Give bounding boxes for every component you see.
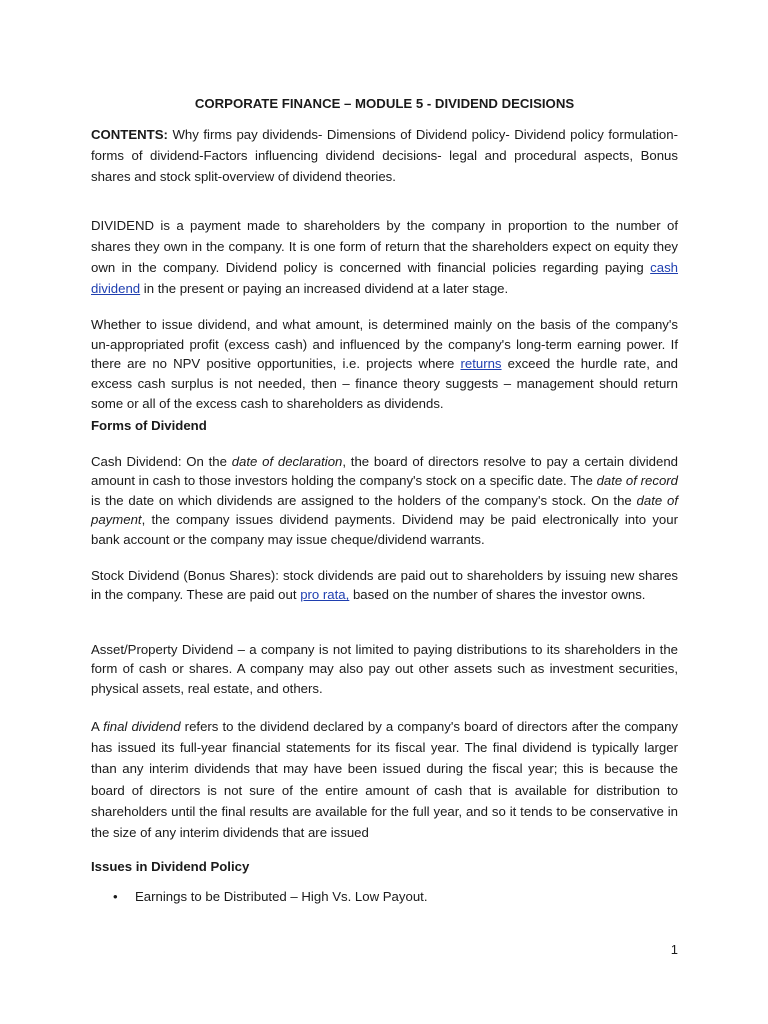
date-of-declaration-term: date of declaration xyxy=(231,454,343,469)
final-dividend-text-1: A xyxy=(91,719,104,734)
bullet-list-item xyxy=(113,887,427,907)
cash-dividend-link[interactable]: cash dividend xyxy=(91,260,678,296)
dividend-issuance-paragraph xyxy=(91,315,678,414)
asset-dividend-paragraph: Asset/Property Dividend – a company is not limited to paying distributions to its shareholders in the form of cash or shares. A company may also pay out other assets such as investment securities, physical assets, real estate, and others. xyxy=(91,642,678,696)
cash-dividend-text-4: , the company issues dividend payments. Dividend may be paid electronically into your bank account or the company may issue cheque/dividend warrants. xyxy=(91,512,678,547)
contents-text: Why firms pay dividends- Dimensions of Dividend policy- Dividend policy formulation-forms of dividend-Factors influencing dividend decisions- legal and procedural aspects, Bonus shares and stock split-overview of dividend theories. xyxy=(91,127,678,184)
bullet-marker: • xyxy=(113,889,118,904)
issuance-text-start: Whether to issue dividend, and what amount, is determined mainly on the basis of the company's un-appropriated profit (excess cash) and influenced by the company's long-term earning power. If there are no NPV positive opportunities, i.e. projects where xyxy=(91,317,678,372)
returns-link[interactable]: returns xyxy=(460,356,502,372)
bullet-item-text: Earnings to be Distributed – High Vs. Low Payout. xyxy=(135,889,428,904)
date-of-payment-term: date of payment xyxy=(91,492,678,528)
dividend-definition-paragraph xyxy=(91,215,678,299)
page-number: 1 xyxy=(670,942,678,957)
page-title: CORPORATE FINANCE – MODULE 5 - DIVIDEND DECISIONS xyxy=(194,96,575,111)
dividend-definition-text-start: DIVIDEND is a payment made to shareholders by the company in proportion to the number of shares they own in the company. It is one form of return that the shareholders expect on equity they own in the company. Dividend policy is concerned with financial policies regarding paying xyxy=(91,218,678,275)
pro-rata-link[interactable]: pro rata, xyxy=(300,587,350,603)
final-dividend-paragraph xyxy=(91,716,678,843)
stock-dividend-paragraph xyxy=(91,566,678,605)
contents-paragraph xyxy=(91,124,678,187)
cash-dividend-paragraph xyxy=(91,452,678,549)
issuance-text-end: exceed the hurdle rate, and excess cash surplus is not needed, then – finance theory suggests – management should return some or all of the excess cash to shareholders as dividends. xyxy=(91,356,678,411)
stock-dividend-text-end: based on the number of shares the investor owns. xyxy=(349,587,646,603)
date-of-record-term: date of record xyxy=(596,473,679,489)
cash-dividend-text-1: Cash Dividend: On the xyxy=(91,454,232,469)
cash-dividend-text-3: is the date on which dividends are assigned to the holders of the company's stock. On the xyxy=(91,492,637,508)
cash-dividend-text-2: , the board of directors resolve to pay a certain dividend amount in cash to those investors holding the company's stock on a specific date. The xyxy=(91,454,678,489)
final-dividend-term: final dividend xyxy=(103,719,181,734)
issues-in-dividend-policy-heading: Issues in Dividend Policy xyxy=(91,859,250,874)
dividend-definition-text-end: in the present or paying an increased dividend at a later stage. xyxy=(140,281,509,296)
forms-of-dividend-heading: Forms of Dividend xyxy=(91,418,207,433)
stock-dividend-text-start: Stock Dividend (Bonus Shares): stock dividends are paid out to shareholders by issuing new shares in the company. These are paid out xyxy=(91,568,678,603)
contents-label: CONTENTS: xyxy=(91,127,168,142)
final-dividend-text-2: refers to the dividend declared by a company's board of directors after the company has issued its full-year financial statements for its fiscal year. The final dividend is typically larger than any interim dividends that may have been issued during the fiscal year; this is because the board of directors is not sure of the entire amount of cash that is available for distribution to shareholders until the final results are available for the full year, and so it tends to be conservative in the size of any interim dividends that are issued xyxy=(91,719,679,841)
